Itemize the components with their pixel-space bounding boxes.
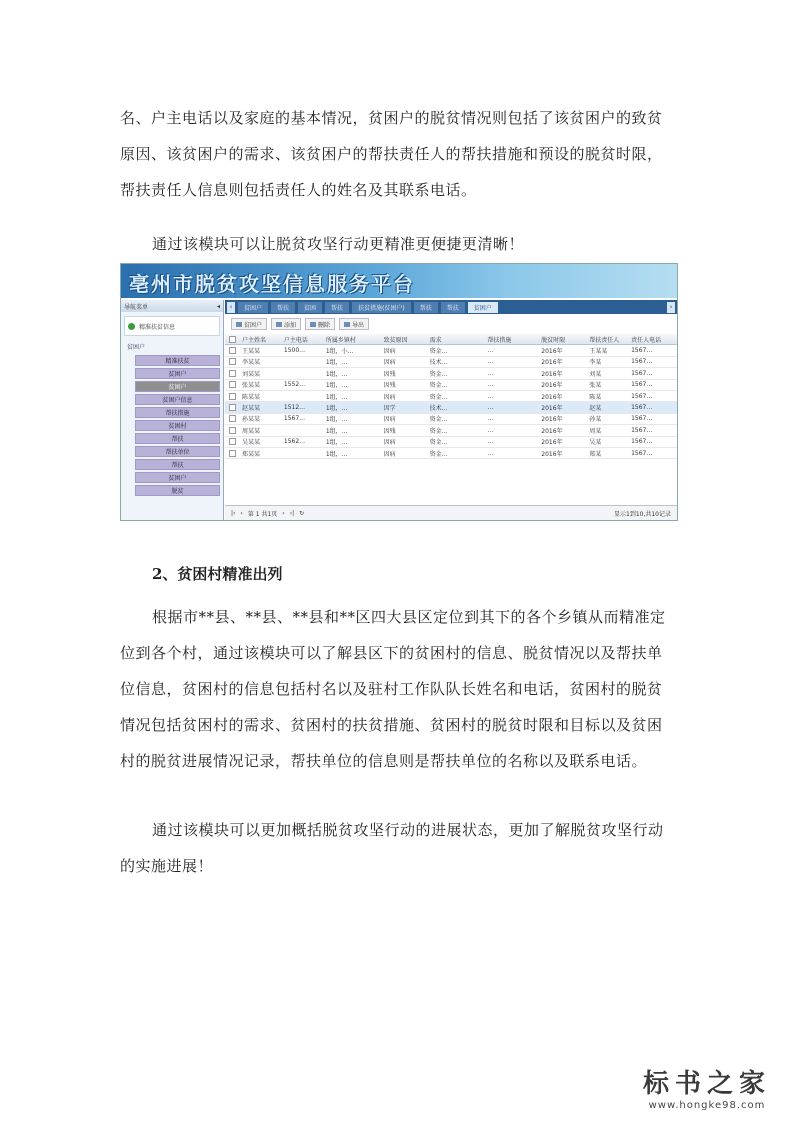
table-cell: 1552… (283, 381, 306, 389)
table-cell: 李某 (589, 359, 602, 367)
row-checkbox[interactable] (229, 427, 236, 434)
table-cell: 因病 (383, 348, 396, 356)
sidebar-item[interactable]: 脱贫 (135, 485, 220, 496)
data-grid (225, 334, 677, 459)
table-cell: 2016年 (541, 348, 563, 356)
last-page-icon[interactable]: ›| (289, 509, 295, 517)
sidebar-top-item[interactable] (124, 316, 220, 336)
table-cell: 1567… (631, 369, 653, 377)
table-cell: 2016年 (541, 416, 563, 424)
platform-banner (121, 264, 677, 298)
grid-toolbar (225, 317, 677, 331)
table-cell: 技术… (429, 359, 448, 367)
tab-scroll-right-icon[interactable]: › (667, 302, 675, 313)
row-checkbox[interactable] (229, 381, 236, 388)
table-cell: 因学 (383, 405, 396, 413)
table-cell: 1组，… (325, 393, 348, 401)
table-cell: 1组，… (325, 382, 348, 390)
tab[interactable]: 帮扶 (441, 302, 465, 313)
table-cell: 1组，… (325, 405, 348, 413)
row-checkbox[interactable] (229, 358, 236, 365)
table-cell: 因病 (383, 359, 396, 367)
add-icon (276, 322, 282, 327)
table-cell: 1567… (283, 415, 306, 423)
table-row[interactable] (225, 437, 677, 448)
add-button[interactable]: 添加 (271, 318, 301, 330)
table-cell: 王某某 (589, 348, 608, 356)
banner-title: 亳州市脱贫攻坚信息服务平台 (129, 272, 415, 296)
sidebar-item[interactable]: 帮扶 (135, 459, 220, 470)
tab[interactable]: 帮扶 (325, 302, 349, 313)
table-cell: 1组，… (325, 439, 348, 447)
table-row[interactable] (225, 448, 677, 459)
table-cell: 2016年 (541, 393, 563, 401)
sidebar-item[interactable]: 贫困户信息 (135, 394, 220, 405)
table-cell: 资金… (429, 450, 448, 458)
table-cell: 张某某 (242, 382, 261, 390)
tab-bar (225, 300, 677, 314)
pager (225, 505, 677, 520)
table-cell: 因残 (383, 382, 396, 390)
table-cell: 1组，… (325, 450, 348, 458)
table-cell: 资金… (429, 439, 448, 447)
sidebar-top-item-label: 精准扶贫信息 (139, 323, 176, 331)
column-header: 帮扶措施 (487, 336, 512, 344)
sidebar-item[interactable]: 帮扶 (135, 433, 220, 444)
table-row[interactable] (225, 402, 677, 413)
table-cell: 1组，… (325, 427, 348, 435)
table-cell: 赵某 (589, 405, 602, 413)
table-cell: 1567… (631, 426, 653, 434)
table-row[interactable] (225, 414, 677, 425)
tab-scroll-left-icon[interactable]: ‹ (227, 302, 235, 313)
toolbar-button[interactable]: 贫困户 (231, 318, 267, 330)
tab-active[interactable]: 贫困户 (468, 302, 498, 313)
next-page-icon[interactable]: › (282, 509, 285, 517)
table-cell: 周某某 (242, 427, 261, 435)
column-header: 户主电话 (283, 336, 308, 344)
table-cell: 因残 (383, 427, 396, 435)
table-cell: 1567… (631, 358, 653, 366)
column-header: 需求 (429, 336, 442, 344)
table-cell: 郑某某 (242, 450, 261, 458)
row-checkbox[interactable] (229, 404, 236, 411)
first-page-icon[interactable]: |‹ (231, 509, 236, 517)
tab[interactable]: 帮扶 (271, 302, 295, 313)
table-cell: 1567… (631, 415, 653, 423)
section-heading: 2、贫困村精准出列 (152, 565, 283, 583)
tab[interactable]: 扶贫措施(贫困户) (352, 302, 411, 313)
row-checkbox[interactable] (229, 370, 236, 377)
table-cell: … (487, 381, 494, 389)
tab[interactable]: 贫困户 (238, 302, 268, 313)
table-cell: 张某 (589, 382, 602, 390)
column-header: 户主姓名 (242, 336, 267, 344)
paragraph-1: 名、户主电话以及家庭的基本情况，贫困户的脱贫情况则包括了该贫困户的致贫原因、该贫困户的需求、该贫困户的帮扶责任人的帮扶措施和预设的脱贫时限，帮扶责任人信息则包括责任人的姓名及其联系电话。 (120, 109, 663, 199)
table-cell: 刘某 (589, 370, 602, 378)
table-cell: 1567… (631, 438, 653, 446)
table-cell: 陈某 (589, 393, 602, 401)
table-cell: 1512… (283, 404, 306, 412)
export-icon (344, 322, 350, 327)
table-cell: 李某某 (242, 359, 261, 367)
table-cell: … (487, 404, 494, 412)
table-cell: 吴某某 (242, 439, 261, 447)
row-checkbox[interactable] (229, 336, 236, 343)
table-cell: … (487, 392, 494, 400)
table-cell: 刘某某 (242, 370, 261, 378)
table-cell: 王某某 (242, 348, 261, 356)
column-header: 所属乡镇村 (325, 336, 356, 344)
table-row[interactable] (225, 368, 677, 379)
table-cell: 技术… (429, 405, 448, 413)
table-cell: 1567… (631, 392, 653, 400)
paragraph-4: 通过该模块可以更加概括脱贫攻坚行动的进展状态，更加了解脱贫攻坚行动的实施进展！ (120, 821, 664, 875)
table-cell: 郑某 (589, 450, 602, 458)
table-cell: … (487, 369, 494, 377)
table-cell: 1567… (631, 449, 653, 457)
table-cell: 资金… (429, 393, 448, 401)
sidebar-group-label: 贫困户 (127, 344, 146, 351)
table-cell: 1组，小… (325, 348, 354, 356)
table-row[interactable] (225, 380, 677, 391)
table-cell: 2016年 (541, 450, 563, 458)
page-indicator: 第 1 共1页 (247, 510, 278, 518)
table-cell: 2016年 (541, 439, 563, 447)
table-cell: 2016年 (541, 370, 563, 378)
row-checkbox[interactable] (229, 438, 236, 445)
table-cell: 2016年 (541, 359, 563, 367)
sidebar-item[interactable]: 贫困村 (135, 420, 220, 431)
table-cell: 1组，… (325, 359, 348, 367)
table-cell: 资金… (429, 416, 448, 424)
table-row[interactable] (225, 425, 677, 436)
table-cell: … (487, 449, 494, 457)
prev-page-icon[interactable]: ‹ (240, 509, 243, 517)
paragraph-3: 根据市**县、**县、**县和**区四大县区定位到其下的各个乡镇从而精准定位到各个村，通过该模块可以了解县区下的贫困村的信息、脱贫情况以及帮扶单位信息，贫困村的信息包括村名以及驻村工作队队长姓名和电话，贫困村的脱贫情况包括贫困村的需求、贫困村的扶贫措施、贫困村的脱贫时限和目标以及贫困村的脱贫进展情况记录，帮扶单位的信息则是帮扶单位的名称以及联系电话。 (120, 608, 666, 770)
platform-screenshot (120, 263, 678, 521)
table-cell: 1组，… (325, 370, 348, 378)
table-cell: 资金… (429, 348, 448, 356)
row-checkbox[interactable] (229, 450, 236, 457)
table-cell: 因病 (383, 416, 396, 424)
table-cell: 资金… (429, 382, 448, 390)
sidebar-item[interactable]: 贫困户 (135, 472, 220, 483)
sidebar-item[interactable]: 精准扶贫 (135, 355, 220, 366)
table-cell: 孙某某 (242, 416, 261, 424)
row-checkbox[interactable] (229, 393, 236, 400)
paragraph-2: 通过该模块可以让脱贫攻坚行动更精准更便捷更清晰！ (152, 235, 525, 253)
table-cell: 2016年 (541, 405, 563, 413)
column-header: 致贫原因 (383, 336, 408, 344)
view-icon (236, 322, 242, 327)
record-count: 显示1到10,共10记录 (614, 510, 671, 518)
watermark-logo (643, 1063, 771, 1111)
column-header: 帮扶责任人 (589, 336, 620, 344)
table-header (225, 334, 677, 345)
table-cell: … (487, 415, 494, 423)
table-cell: 1组，… (325, 416, 348, 424)
check-icon (128, 323, 135, 330)
column-header: 脱贫时限 (541, 336, 566, 344)
delete-icon (310, 322, 316, 327)
table-cell: … (487, 438, 494, 446)
table-row[interactable] (225, 357, 677, 368)
table-cell: 赵某某 (242, 405, 261, 413)
watermark-url: www.hongke98.com (648, 1100, 766, 1111)
column-header: 责任人电话 (631, 336, 662, 344)
tab[interactable]: 贫困 (298, 302, 322, 313)
table-cell: 因残 (383, 370, 396, 378)
table-cell: 孙某 (589, 416, 602, 424)
watermark-title: 标书之家 (642, 1069, 771, 1099)
table-cell: 2016年 (541, 427, 563, 435)
tab[interactable]: 帮扶 (414, 302, 438, 313)
table-row[interactable] (225, 345, 677, 356)
table-cell: … (487, 347, 494, 355)
table-cell: 陈某某 (242, 393, 261, 401)
table-cell: 2016年 (541, 382, 563, 390)
sidebar (121, 300, 224, 520)
sidebar-item[interactable]: 帮扶单位 (135, 446, 220, 457)
table-cell: 1567… (631, 404, 653, 412)
table-cell: 1567… (631, 347, 653, 355)
table-cell: … (487, 426, 494, 434)
table-cell: 因病 (383, 439, 396, 447)
table-cell: 周某 (589, 427, 602, 435)
table-cell: 1567… (631, 381, 653, 389)
table-cell: 因病 (383, 393, 396, 401)
table-cell: 资金… (429, 370, 448, 378)
export-button[interactable]: 导出 (339, 318, 369, 330)
table-cell: 1500… (283, 347, 306, 355)
sidebar-item[interactable]: 贫困户 (135, 368, 220, 379)
sidebar-header-label: 导航菜单 (124, 303, 149, 311)
delete-button[interactable]: 删除 (305, 318, 335, 330)
table-cell: 资金… (429, 427, 448, 435)
table-cell: 吴某 (589, 439, 602, 447)
table-cell: 因病 (383, 450, 396, 458)
row-checkbox[interactable] (229, 347, 236, 354)
table-row[interactable] (225, 391, 677, 402)
collapse-icon[interactable]: ◂ (216, 302, 220, 310)
table-cell: 1562… (283, 438, 306, 446)
sidebar-header (121, 300, 223, 312)
refresh-icon[interactable]: ↻ (299, 509, 305, 517)
sidebar-item[interactable]: 帮扶措施 (135, 407, 220, 418)
row-checkbox[interactable] (229, 415, 236, 422)
sidebar-item-active[interactable]: 贫困户 (135, 381, 220, 392)
table-cell: … (487, 358, 494, 366)
